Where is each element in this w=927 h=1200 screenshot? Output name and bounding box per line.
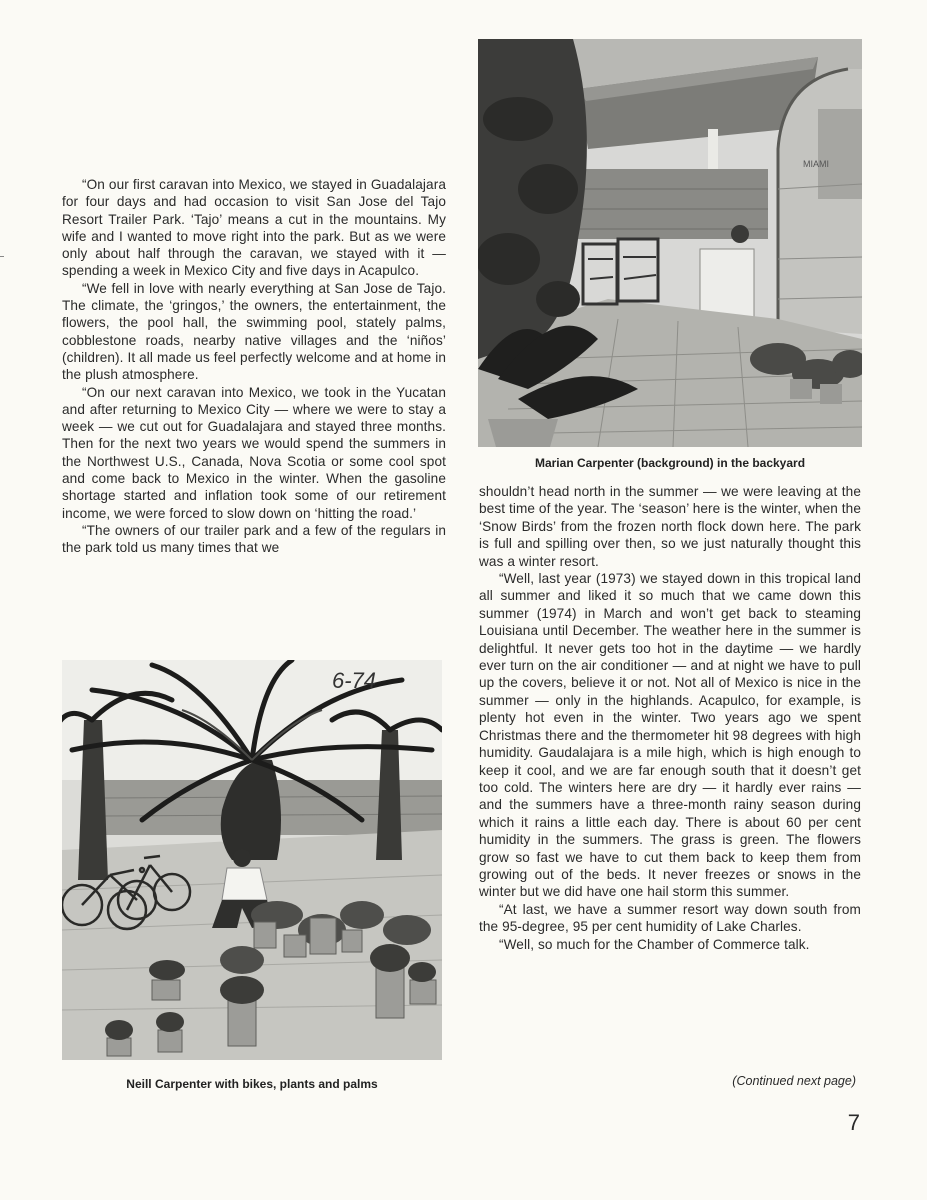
photo-backyard [478, 39, 862, 447]
right-paragraph-1: shouldn’t head north in the summer — we were leaving at the best time of the year. The ‘season’ here is the winter, when the ‘Snow Birds’ from the frozen north flock down here. The park is full and spilling over then, so we just naturally thought this was a winter resort. [479, 484, 861, 569]
trailer-sign: MIAMI [803, 159, 829, 169]
photo-palms [62, 660, 442, 1060]
photo-palms-image [62, 660, 442, 1060]
caption-backyard: Marian Carpenter (background) in the backyard [534, 456, 806, 470]
photo-backyard-image [478, 39, 862, 447]
page-number: 7 [847, 1110, 860, 1135]
continued-label: (Continued next page) [732, 1074, 856, 1088]
left-paragraph-4: “The owners of our trailer park and a few of the regulars in the park told us many times that we [62, 522, 446, 556]
left-text-column [62, 176, 446, 557]
left-paragraph-1: “On our first caravan into Mexico, we stayed in Guadalajara for four days and had occasion to visit San Jose del Tajo Resort Trailer Park. ‘Tajo’ means a cut in the mountains. My wife and I wanted to move right into the park. But as we were only about half through the caravan, we stayed with it — spending a week in Mexico City and five days in Acapulco. [62, 177, 446, 279]
edge-mark [0, 256, 4, 257]
right-text-column [479, 483, 861, 953]
right-paragraph-2: “Well, last year (1973) we stayed down in this tropical land all summer and liked it so much that we came down this summer (1974) in March and won’t get back to steaming Louisiana until December. The weather here in the summer is delightful. It never gets too hot in the daytime — we hardly ever turn on the air conditioner — and at night we have to pull up the covers, believe it or not. Not all of Mexico is nice in the summer — only in the highlands. Acapulco, for example, is plenty hot even in the winter. Two years ago we spent Christmas there and the thermometer hit 98 degrees with high humidity. Gaudalajara is a mile high, which is high enough to keep it cool, and we are far enough south that it doesn’t get too cold. The winters here are dry — it hardly ever rains — and the summers have a three-month rainy season during which it rains a little each day. There is about 60 per cent humidity in the summers. The grass is green. The flowers grow so fast we have to cut them back to keep them from growing out of the beds. It never freezes or snows in the winter but we did have one hail storm this summer. [479, 571, 861, 900]
left-paragraph-2: “We fell in love with nearly everything at San Jose de Tajo. The climate, the ‘gringos,’ the owners, the entertainment, the flowers, the pool hall, the swimming pool, stately palms, cobblestone roads, nearby native villages and the ‘niños’ (children). It all made us feel perfectly welcome and at home in the plush atmosphere. [62, 280, 446, 383]
caption-palms: Neill Carpenter with bikes, plants and palms [126, 1077, 378, 1091]
right-paragraph-4: “Well, so much for the Chamber of Commerce talk. [499, 936, 810, 952]
left-paragraph-3: “On our next caravan into Mexico, we took in the Yucatan and after returning to Mexico City — where we were to stay a week — we cut out for Guadalajara and stayed three months. Then for the next two years we would spend the summers in the Northwest U.S., Canada, Nova Scotia or some cool spot and come back to Mexico in the winter. When the gasoline shortage started and inflation took some of our retirement income, we were forced to slow down on ‘hitting the road.’ [62, 384, 446, 521]
handwritten-date: 6-74 [332, 668, 377, 693]
right-paragraph-3: “At last, we have a summer resort way down south from the 95-degree, 95 per cent humidity of Lake Charles. [479, 901, 861, 935]
